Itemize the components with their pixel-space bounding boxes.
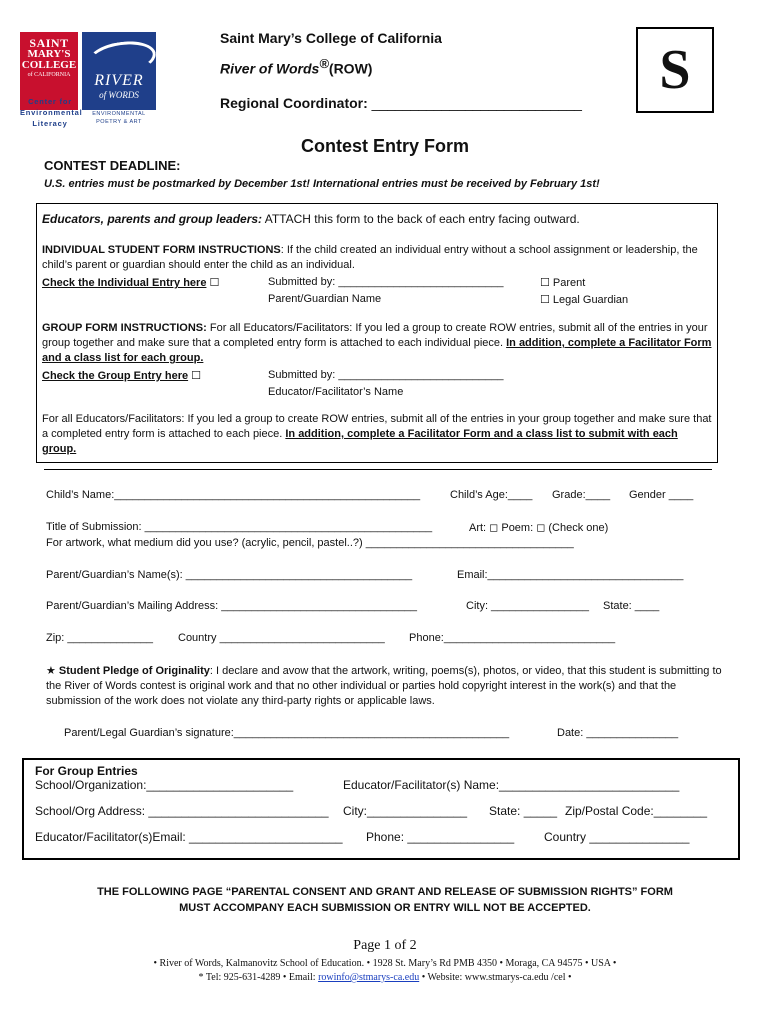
pledge-label: ★ Student Pledge of Originality: [46, 665, 210, 677]
group-zip-field[interactable]: Zip/Postal Code:________: [565, 804, 708, 818]
row-sub-line: ENVIRONMENTAL: [92, 111, 146, 117]
individual-text: : If the child created an individual entry without a school assignment or leadership, the child’s parent or guardian should enter the child as an individual.: [42, 244, 698, 271]
cel-logo-text: [20, 96, 83, 129]
group-entries-heading: For Group Entries: [35, 764, 138, 778]
group-phone-field[interactable]: Phone: ________________: [366, 830, 515, 844]
all-educators-instructions: [42, 412, 714, 457]
educator-name-caption: Educator/Facilitator’s Name: [268, 386, 404, 398]
childs-name-field[interactable]: Child’s Name:__________________________________________________: [46, 489, 421, 501]
group-city-field[interactable]: City:_______________: [343, 804, 468, 818]
group-underline: In addition, complete a Facilitator Form and a class list for each group.: [42, 337, 712, 364]
submitted-by-individual[interactable]: Submitted by: ___________________________: [268, 276, 504, 288]
parent-option[interactable]: ☐ Parent: [540, 277, 586, 289]
coordinator-label: Regional Coordinator:: [220, 95, 368, 111]
regional-coordinator: [220, 95, 582, 111]
student-pledge: [46, 664, 722, 709]
row-logo-line: of WORDS: [99, 90, 139, 100]
submitted-by-group[interactable]: Submitted by: ___________________________: [268, 369, 504, 381]
deadline-text: U.S. entries must be postmarked by December 1st! International entries must be received by February 1st!: [44, 178, 600, 190]
individual-checkbox[interactable]: ☐: [209, 277, 220, 289]
school-address-field[interactable]: School/Org Address: ___________________________: [35, 804, 329, 818]
group-country-field[interactable]: Country _______________: [544, 830, 690, 844]
form-code-box: S: [636, 27, 714, 113]
form-title: Contest Entry Form: [300, 136, 469, 156]
date-field[interactable]: Date: _______________: [557, 727, 679, 739]
smc-logo-line: MARY'S: [27, 48, 71, 60]
row-logo-line: RIVER: [94, 72, 144, 89]
pledge-text: : I declare and avow that the artwork, writing, poems(s), photos, or video, that this student is submitting to the River of Words contest is original work and that no other individual or parties hold copyright interest in the work(s) and that the submission of the work does not violate any third-party rights or applicable laws.: [46, 665, 722, 707]
footer-address: • River of Words, Kalmanovitz School of Education. • 1928 St. Mary’s Rd PMB 4350 • Moraga, CA 94575 • USA •: [153, 958, 617, 969]
program-title: River of Words: [220, 60, 320, 77]
smc-logo-line: of CALIFORNIA: [27, 72, 71, 78]
parent-names-field[interactable]: Parent/Guardian’s Name(s): _____________________________________: [46, 569, 413, 581]
all-educators-text: For all Educators/Facilitators: If you led a group to create ROW entries, submit all of the entries in your group together and make sure that a completed entry form is attached to each piece.: [42, 413, 712, 440]
college-name: Saint Mary’s College of California: [220, 30, 442, 46]
group-instructions: [42, 321, 712, 366]
all-educators-underline: In addition, complete a Facilitator Form and a class list to submit with each group.: [42, 428, 678, 455]
notice-line-2: MUST ACCOMPANY EACH SUBMISSION OR ENTRY WILL NOT BE ACCEPTED.: [179, 902, 591, 914]
individual-instructions: [42, 243, 704, 273]
program-suffix: (ROW): [328, 60, 373, 77]
lead-bold: Educators, parents and group leaders:: [42, 212, 263, 226]
school-org-field[interactable]: School/Organization:______________________: [35, 778, 294, 792]
artwork-medium-field[interactable]: For artwork, what medium did you use? (acrylic, pencil, pastel..?) __________________________________: [46, 537, 574, 549]
footer-tel: * Tel: 925-631-4289 • Email:: [198, 972, 319, 983]
educator-names-field[interactable]: Educator/Facilitator(s) Name:___________________________: [343, 778, 680, 792]
grade-field[interactable]: Grade:____: [552, 489, 611, 501]
phone-field[interactable]: Phone:____________________________: [409, 632, 616, 644]
lead-rest: ATTACH this form to the back of each entry facing outward.: [262, 212, 580, 226]
mailing-address-field[interactable]: Parent/Guardian’s Mailing Address: ________________________________: [46, 600, 418, 612]
group-text: For all Educators/Facilitators: If you led a group to create ROW entries, submit all of the entries in your group together and make sure that a completed entry form is attached to each individual piece.: [42, 322, 708, 349]
check-group-label: Check the Group Entry here: [42, 370, 189, 382]
instructions-box-shadow-rule: [44, 469, 712, 470]
parent-guardian-name-caption: Parent/Guardian Name: [268, 293, 382, 305]
footer-website: • Website: www.stmarys-ca.edu /cel •: [419, 972, 572, 983]
cel-line: Literacy: [32, 119, 68, 128]
river-of-words-logo: [82, 32, 156, 110]
individual-heading: INDIVIDUAL STUDENT FORM INSTRUCTIONS: [42, 244, 281, 256]
legal-guardian-option[interactable]: ☐ Legal Guardian: [540, 294, 629, 306]
group-checkbox[interactable]: ☐: [191, 370, 202, 382]
lead-instruction: [42, 212, 712, 227]
row-logo-subtitle: [82, 110, 156, 126]
educator-email-field[interactable]: Educator/Facilitator(s)Email: _______________________: [35, 830, 343, 844]
notice-line-1: THE FOLLOWING PAGE “PARENTAL CONSENT AND GRANT AND RELEASE OF SUBMISSION RIGHTS” FORM: [97, 886, 673, 898]
footer-contact: [0, 972, 770, 983]
coordinator-field[interactable]: ___________________________: [371, 95, 582, 111]
group-state-field[interactable]: State: _____: [489, 804, 558, 818]
email-field[interactable]: Email:________________________________: [457, 569, 684, 581]
smc-logo-line: SAINT: [29, 36, 69, 50]
state-field[interactable]: State: ____: [603, 600, 660, 612]
zip-field[interactable]: Zip: ______________: [46, 632, 154, 644]
cel-line: Environmental: [20, 108, 83, 117]
country-field[interactable]: Country ___________________________: [178, 632, 385, 644]
check-group-row: [42, 369, 201, 382]
title-submission-field[interactable]: Title of Submission: _______________________________________________: [46, 521, 433, 533]
cel-line: Center for: [28, 97, 72, 106]
gender-field[interactable]: Gender ____: [629, 489, 694, 501]
childs-age-field[interactable]: Child’s Age:____: [450, 489, 533, 501]
deadline-label: CONTEST DEADLINE:: [44, 158, 181, 173]
footer-email-link[interactable]: rowinfo@stmarys-ca.edu: [318, 972, 420, 983]
program-name: [220, 56, 372, 77]
smc-logo-line: COLLEGE: [21, 59, 77, 71]
page-number: Page 1 of 2: [353, 938, 417, 953]
registered-mark: ®: [319, 56, 329, 71]
row-sub-line: POETRY & ART: [96, 119, 142, 125]
group-heading: GROUP FORM INSTRUCTIONS:: [42, 322, 207, 334]
check-individual-row: [42, 276, 219, 289]
city-field[interactable]: City: ________________: [466, 600, 589, 612]
art-poem-checkboxes[interactable]: Art: ◻ Poem: ◻ (Check one): [469, 522, 609, 534]
signature-field[interactable]: Parent/Legal Guardian’s signature:_____________________________________________: [64, 727, 510, 739]
check-individual-label: Check the Individual Entry here: [42, 277, 207, 289]
